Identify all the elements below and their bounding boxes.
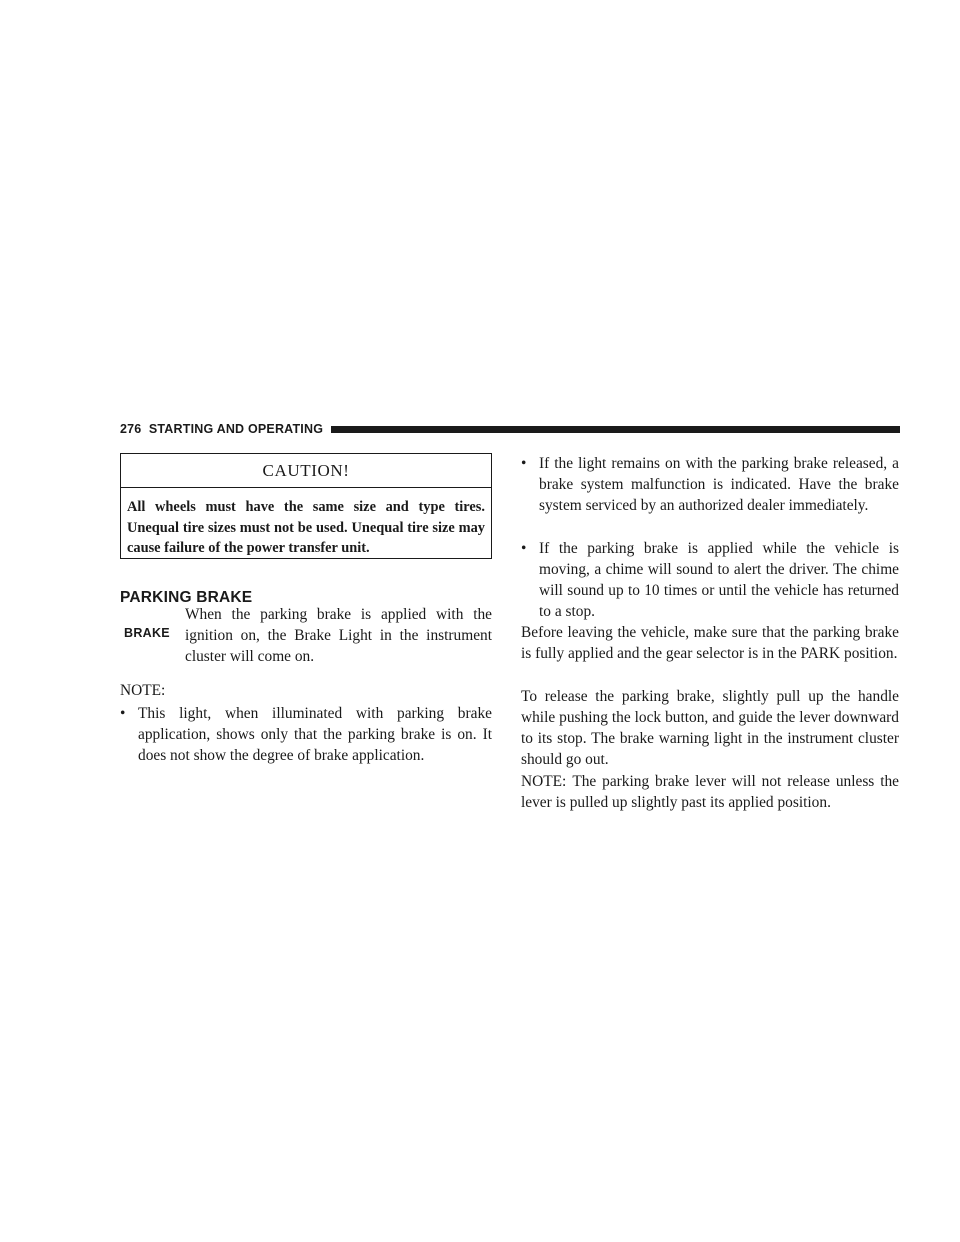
caution-text: All wheels must have the same size and type tires. Unequal tire sizes must not be used. Unequal tire size may cause failure of the power transfer unit. [127,499,485,556]
brake-warning-icon: BRAKE [124,626,170,640]
section-title: STARTING AND OPERATING [148,422,324,436]
page-number: 276 [120,422,142,436]
list-item [120,703,492,766]
list-item-text: If the light remains on with the parking brake released, a brake system malfunction is indicated. Have the brake system serviced by an authorized dealer immediately. [539,455,899,514]
bullet-icon: • [521,455,527,472]
paragraph-release-brake: To release the parking brake, slightly pull up the handle while pushing the lock button, and guide the lever downward to its stop. The brake warning light in the instrument cluster should go out. [521,688,899,768]
note-paragraph [521,771,899,813]
note-text: The parking brake lever will not release unless the lever is pulled up slightly past its applied position. [521,773,899,811]
page-header [120,420,900,438]
note-label: NOTE: [120,682,166,699]
bullet-icon: • [120,705,126,722]
header-rule [331,426,900,433]
page-number-section [120,422,323,436]
caution-box [120,453,492,559]
paragraph-before-leaving: Before leaving the vehicle, make sure that the parking brake is fully applied and the gear selector is in the PARK position. [521,624,899,662]
list-item [521,538,899,622]
list-item-text: If the parking brake is applied while the vehicle is moving, a chime will sound to alert the driver. The chime will sound up to 10 times or until the vehicle has returned to a stop. [539,540,899,620]
list-item-text: This light, when illuminated with parking brake application, shows only that the parking brake is on. It does not show the degree of brake application. [138,705,492,764]
note-label: NOTE: [521,773,567,790]
section-heading: PARKING BRAKE [120,589,253,606]
caution-title: CAUTION! [121,454,491,488]
list-item [521,453,899,516]
intro-paragraph: When the parking brake is applied with the ignition on, the Brake Light in the instrument cluster will come on. [185,606,492,665]
bullet-icon: • [521,540,527,557]
